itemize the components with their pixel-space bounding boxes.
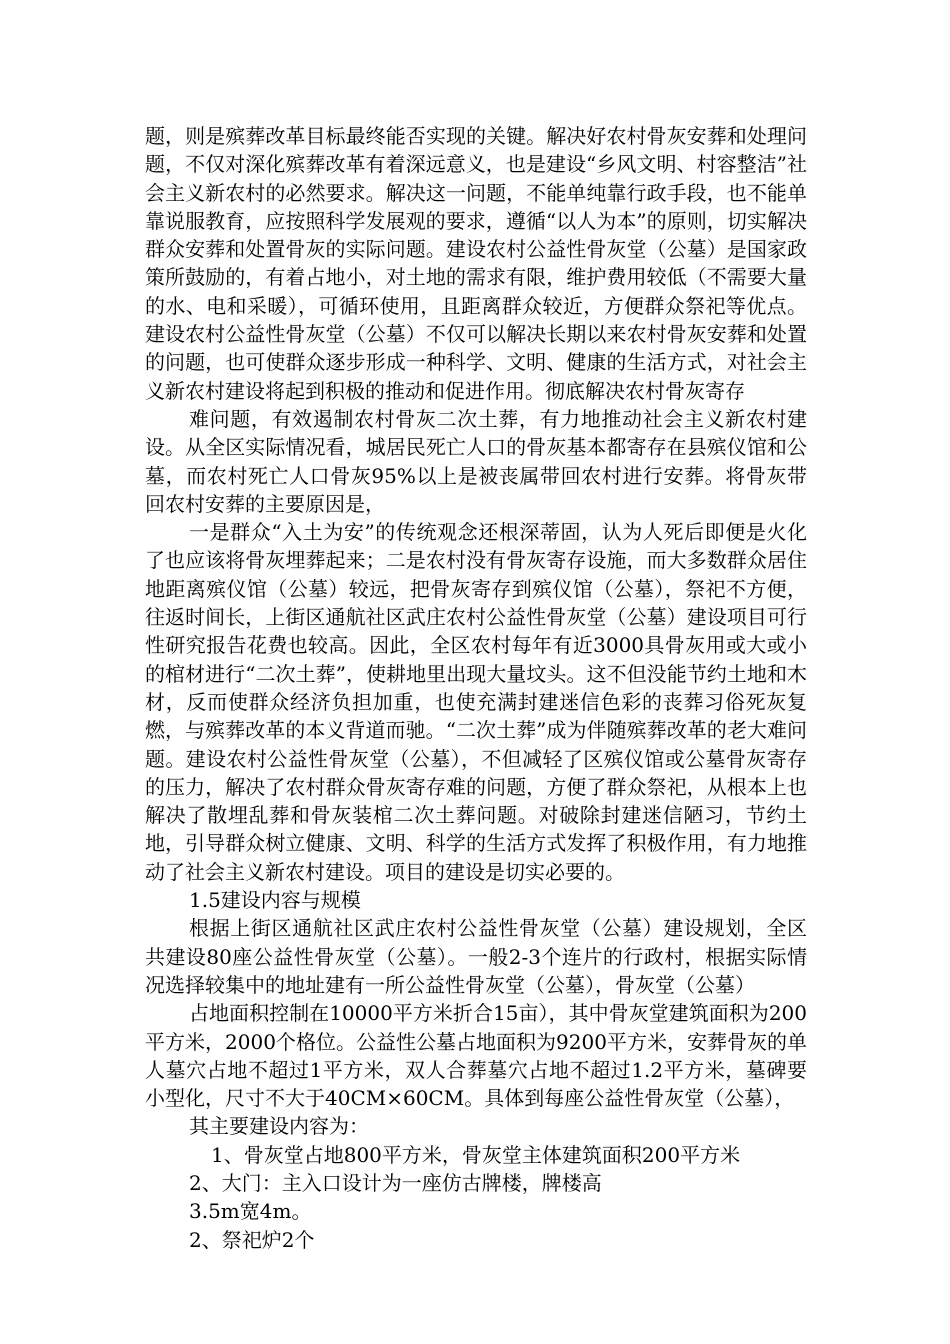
paragraph-6: 其主要建设内容为： xyxy=(189,1114,369,1139)
document-body xyxy=(145,122,807,1254)
section-heading: 1.5建设内容与规模 xyxy=(189,888,361,913)
paragraph-1: 题，则是殡葬改革目标最终能否实现的关键。解决好农村骨灰安葬和处理问题，不仅对深化殡葬改革有着深远意义，也是建设“乡风文明、村容整洁”社会主义新农村的必然要求。解决这一问题，不能单纯靠行政手段，也不能单靠说服教育，应按照科学发展观的要求，遵循“以人为本”的原则，切实解决群众安葬和处置骨灰的实际问题。建设农村公益性骨灰堂（公墓）是国家政策所鼓励的，有着占地小，对土地的需求有限，维护费用较低（不需要大量的水、电和采暖），可循环使用，且距离群众较近，方便群众祭祀等优点。建设农村公益性骨灰堂（公墓）不仅可以解决长期以来农村骨灰安葬和处置的问题，也可使群众逐步形成一种科学、文明、健康的生活方式，对社会主义新农村建设将起到积极的推动和促进作用。彻底解决农村骨灰寄存 xyxy=(145,124,807,403)
paragraph-5: 占地面积控制在10000平方米折合15亩），其中骨灰堂建筑面积为200平方米，2000个格位。公益性公墓占地面积为9200平方米，安葬骨灰的单人墓穴占地不超过1平方米，双人合葬墓穴占地不超过1.2平方米，墓碑要小型化，尺寸不大于40CM×60CM。具体到每座公益性骨灰堂（公墓）， xyxy=(145,1001,807,1111)
list-item-2-continued: 3.5m宽4m。 xyxy=(189,1199,312,1224)
paragraph-4: 根据上街区通航社区武庄农村公益性骨灰堂（公墓）建设规划，全区共建设80座公益性骨灰堂（公墓）。一般2-3个连片的行政村，根据实际情况选择较集中的地址建有一所公益性骨灰堂（公墓），骨灰堂（公墓） xyxy=(145,916,807,997)
list-item-3: 2、祭祀炉2个 xyxy=(189,1227,315,1252)
paragraph-3: 一是群众“入土为安”的传统观念还根深蒂固，认为人死后即便是火化了也应该将骨灰埋葬起来；二是农村没有骨灰寄存设施，而大多数群众居住地距离殡仪馆（公墓）较远，把骨灰寄存到殡仪馆（公墓），祭祀不方便，往返时间长，上街区通航社区武庄农村公益性骨灰堂（公墓）建设项目可行性研究报告花费也较高。因此，全区农村每年有近3000具骨灰用或大或小的棺材进行“二次土葬”，使耕地里出现大量坟头。这不但没能节约土地和木材，反而使群众经济负担加重，也使充满封建迷信色彩的丧葬习俗死灰复燃，与殡葬改革的本义背道而驰。“二次土葬”成为伴随殡葬改革的老大难问题。建设农村公益性骨灰堂（公墓），不但减轻了区殡仪馆或公墓骨灰寄存的压力，解决了农村群众骨灰寄存难的问题，方便了群众祭祀，从根本上也解决了散埋乱葬和骨灰装棺二次土葬问题。对破除封建迷信陋习，节约土地，引导群众树立健康、文明、科学的生活方式发挥了积极作用，有力地推动了社会主义新农村建设。项目的建设是切实必要的。 xyxy=(145,520,807,884)
list-item-2: 2、大门：主入口设计为一座仿古牌楼，牌楼高 xyxy=(189,1170,602,1195)
list-item-1: 1、骨灰堂占地800平方米，骨灰堂主体建筑面积200平方米 xyxy=(211,1142,741,1167)
paragraph-2: 难问题，有效遏制农村骨灰二次土葬，有力地推动社会主义新农村建设。从全区实际情况看，城居民死亡人口的骨灰基本都寄存在县殡仪馆和公墓，而农村死亡人口骨灰95%以上是被丧属带回农村进行安葬。将骨灰带回农村安葬的主要原因是， xyxy=(145,406,807,516)
